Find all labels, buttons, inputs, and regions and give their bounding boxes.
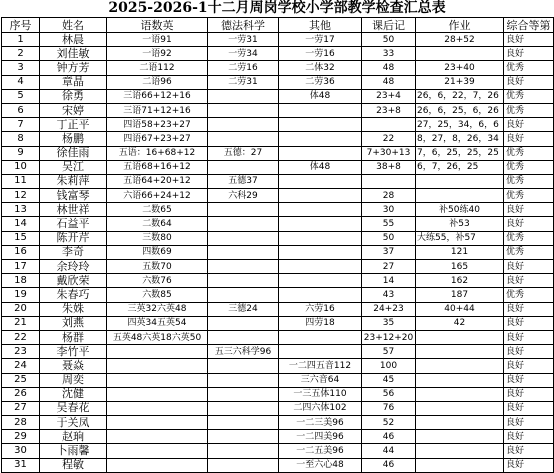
cell-index: 14 [2, 217, 40, 231]
header-homework: 作业 [416, 18, 504, 33]
cell-morality-science: 一劳31 [208, 33, 279, 47]
cell-morality-science [208, 245, 279, 259]
cell-overall-grade: 优秀 [504, 103, 554, 117]
table-row [2, 160, 554, 174]
cell-chinese-math-english: 六数85 [107, 288, 208, 302]
cell-morality-science [208, 458, 279, 472]
cell-homework: 162 [416, 274, 504, 288]
cell-other [279, 245, 362, 259]
cell-name: 赵珦 [40, 430, 107, 444]
table-row [2, 387, 554, 401]
cell-overall-grade: 良好 [504, 118, 554, 132]
cell-name: 朱姝 [40, 302, 107, 316]
table-row [2, 89, 554, 103]
table-row [2, 245, 554, 259]
cell-name: 于关凤 [40, 416, 107, 430]
cell-morality-science [208, 430, 279, 444]
cell-morality-science [208, 160, 279, 174]
cell-morality-science [208, 373, 279, 387]
cell-after-class-notes: 33 [362, 47, 416, 61]
cell-homework [416, 416, 504, 430]
header-overall-grade: 综合等第 [504, 18, 554, 33]
table-row [2, 146, 554, 160]
table-row [2, 189, 554, 203]
page-title: 2025-2026-1十二月周岗学校小学部教学检查汇总表 [108, 0, 446, 16]
cell-homework: 28+52 [416, 33, 504, 47]
cell-after-class-notes: 28 [362, 189, 416, 203]
cell-other: 一二三美96 [279, 416, 362, 430]
cell-after-class-notes: 100 [362, 359, 416, 373]
cell-other [279, 132, 362, 146]
cell-other: 一至六心48 [279, 458, 362, 472]
cell-after-class-notes: 48 [362, 61, 416, 75]
cell-name: 杨群 [40, 330, 107, 344]
cell-name: 周奕 [40, 373, 107, 387]
cell-overall-grade: 优秀 [504, 288, 554, 302]
cell-overall-grade: 良好 [504, 330, 554, 344]
cell-other: 二四六体102 [279, 401, 362, 415]
cell-index: 4 [2, 75, 40, 89]
cell-homework [416, 373, 504, 387]
cell-homework: 26，6，25，6，26 [416, 103, 504, 117]
cell-chinese-math-english [107, 359, 208, 373]
cell-name: 刘燕 [40, 316, 107, 330]
cell-morality-science [208, 444, 279, 458]
cell-other [279, 330, 362, 344]
cell-after-class-notes: 30 [362, 203, 416, 217]
cell-morality-science: 五德：27 [208, 146, 279, 160]
table-row [2, 416, 554, 430]
cell-homework [416, 444, 504, 458]
cell-after-class-notes [362, 174, 416, 188]
cell-other [279, 260, 362, 274]
cell-other: 二体32 [279, 61, 362, 75]
cell-after-class-notes: 50 [362, 33, 416, 47]
cell-morality-science: 二劳16 [208, 61, 279, 75]
cell-chinese-math-english: 二数64 [107, 217, 208, 231]
cell-homework: 6，7，26，25 [416, 160, 504, 174]
table-row [2, 75, 554, 89]
cell-index: 15 [2, 231, 40, 245]
cell-homework: 补53 [416, 217, 504, 231]
cell-index: 31 [2, 458, 40, 472]
cell-overall-grade: 优秀 [504, 61, 554, 75]
cell-chinese-math-english: 五语68+16+12 [107, 160, 208, 174]
cell-index: 28 [2, 416, 40, 430]
cell-morality-science [208, 359, 279, 373]
cell-after-class-notes: 23+8 [362, 103, 416, 117]
cell-name: 陈开芹 [40, 231, 107, 245]
cell-homework [416, 387, 504, 401]
cell-name: 章晶 [40, 75, 107, 89]
cell-index: 11 [2, 174, 40, 188]
cell-chinese-math-english [107, 458, 208, 472]
cell-name: 吴春花 [40, 401, 107, 415]
table-row [2, 430, 554, 444]
table-row [2, 401, 554, 415]
header-row [2, 18, 554, 33]
cell-overall-grade: 优秀 [504, 189, 554, 203]
cell-after-class-notes: 23+12+20 [362, 330, 416, 344]
cell-after-class-notes: 14 [362, 274, 416, 288]
cell-other [279, 203, 362, 217]
cell-index: 18 [2, 274, 40, 288]
cell-chinese-math-english [107, 444, 208, 458]
cell-overall-grade: 良好 [504, 444, 554, 458]
cell-after-class-notes: 45 [362, 373, 416, 387]
cell-chinese-math-english [107, 373, 208, 387]
cell-morality-science [208, 203, 279, 217]
cell-morality-science [208, 416, 279, 430]
cell-chinese-math-english [107, 387, 208, 401]
table-row [2, 359, 554, 373]
cell-chinese-math-english [107, 416, 208, 430]
cell-homework [416, 189, 504, 203]
cell-name: 李奇 [40, 245, 107, 259]
cell-index: 19 [2, 288, 40, 302]
cell-after-class-notes: 56 [362, 387, 416, 401]
cell-morality-science [208, 260, 279, 274]
cell-index: 17 [2, 260, 40, 274]
table-row [2, 132, 554, 146]
cell-overall-grade: 良好 [504, 359, 554, 373]
cell-index: 26 [2, 387, 40, 401]
cell-homework: 23+40 [416, 61, 504, 75]
cell-after-class-notes: 23+4 [362, 89, 416, 103]
cell-name: 李竹平 [40, 345, 107, 359]
cell-after-class-notes: 37 [362, 245, 416, 259]
cell-after-class-notes: 38+8 [362, 160, 416, 174]
cell-after-class-notes: 35 [362, 316, 416, 330]
cell-after-class-notes: 55 [362, 217, 416, 231]
cell-overall-grade: 良好 [504, 33, 554, 47]
cell-other: 一劳16 [279, 47, 362, 61]
table-row [2, 61, 554, 75]
cell-index: 20 [2, 302, 40, 316]
cell-after-class-notes: 46 [362, 430, 416, 444]
cell-homework: 165 [416, 260, 504, 274]
cell-index: 29 [2, 430, 40, 444]
cell-name: 石益平 [40, 217, 107, 231]
cell-index: 23 [2, 345, 40, 359]
cell-other: 一劳17 [279, 33, 362, 47]
cell-name: 程敏 [40, 458, 107, 472]
table-row [2, 118, 554, 132]
cell-chinese-math-english: 一语92 [107, 47, 208, 61]
cell-index: 9 [2, 146, 40, 160]
cell-chinese-math-english: 四语58+23+27 [107, 118, 208, 132]
cell-other: 六劳16 [279, 302, 362, 316]
cell-morality-science [208, 330, 279, 344]
cell-name: 卜雨馨 [40, 444, 107, 458]
table-row [2, 174, 554, 188]
cell-morality-science [208, 231, 279, 245]
cell-after-class-notes: 43 [362, 288, 416, 302]
cell-chinese-math-english: 四语67+23+27 [107, 132, 208, 146]
cell-index: 12 [2, 189, 40, 203]
cell-other [279, 103, 362, 117]
cell-name: 刘佳敏 [40, 47, 107, 61]
cell-homework [416, 430, 504, 444]
cell-morality-science: 六科29 [208, 189, 279, 203]
cell-other [279, 189, 362, 203]
cell-overall-grade: 良好 [504, 430, 554, 444]
cell-chinese-math-english: 五语64+20+12 [107, 174, 208, 188]
cell-chinese-math-english: 三语66+12+16 [107, 89, 208, 103]
cell-overall-grade: 良好 [504, 203, 554, 217]
cell-other [279, 146, 362, 160]
table-row [2, 444, 554, 458]
cell-morality-science [208, 316, 279, 330]
cell-chinese-math-english: 三英32六英48 [107, 302, 208, 316]
cell-homework: 40+44 [416, 302, 504, 316]
cell-homework: 42 [416, 316, 504, 330]
cell-chinese-math-english: 一语91 [107, 33, 208, 47]
cell-other [279, 174, 362, 188]
cell-overall-grade: 良好 [504, 387, 554, 401]
cell-morality-science: 三德24 [208, 302, 279, 316]
cell-after-class-notes: 50 [362, 231, 416, 245]
table-row [2, 33, 554, 47]
cell-morality-science: 一劳34 [208, 47, 279, 61]
cell-name: 钱富琴 [40, 189, 107, 203]
cell-name: 丁正平 [40, 118, 107, 132]
cell-other [279, 274, 362, 288]
table-row [2, 260, 554, 274]
cell-chinese-math-english: 六数76 [107, 274, 208, 288]
header-index: 序号 [2, 18, 40, 33]
cell-morality-science [208, 387, 279, 401]
table-row [2, 316, 554, 330]
table-row [2, 103, 554, 117]
table-row [2, 288, 554, 302]
cell-morality-science [208, 132, 279, 146]
cell-homework: 8，27，8，26，34 [416, 132, 504, 146]
cell-name: 林世祥 [40, 203, 107, 217]
cell-name: 朱莉萍 [40, 174, 107, 188]
cell-other [279, 217, 362, 231]
header-after-class-notes: 课后记 [362, 18, 416, 33]
cell-chinese-math-english: 三语71+12+16 [107, 103, 208, 117]
cell-morality-science [208, 288, 279, 302]
header-chinese-math-english: 语数英 [107, 18, 208, 33]
cell-chinese-math-english: 二数65 [107, 203, 208, 217]
cell-name: 聂焱 [40, 359, 107, 373]
cell-index: 7 [2, 118, 40, 132]
cell-index: 8 [2, 132, 40, 146]
cell-index: 10 [2, 160, 40, 174]
table-row [2, 47, 554, 61]
cell-chinese-math-english: 三数80 [107, 231, 208, 245]
cell-name: 徐勇 [40, 89, 107, 103]
cell-morality-science [208, 274, 279, 288]
cell-overall-grade: 良好 [504, 47, 554, 61]
cell-name: 余玲玲 [40, 260, 107, 274]
cell-overall-grade: 良好 [504, 260, 554, 274]
cell-index: 24 [2, 359, 40, 373]
table-row [2, 203, 554, 217]
cell-after-class-notes: 7+30+13 [362, 146, 416, 160]
cell-chinese-math-english: 二语112 [107, 61, 208, 75]
table-row [2, 345, 554, 359]
cell-after-class-notes: 48 [362, 75, 416, 89]
cell-morality-science: 二劳31 [208, 75, 279, 89]
header-other: 其他 [279, 18, 362, 33]
cell-index: 1 [2, 33, 40, 47]
cell-other: 一二四五音112 [279, 359, 362, 373]
cell-index: 21 [2, 316, 40, 330]
cell-overall-grade: 良好 [504, 302, 554, 316]
cell-morality-science [208, 103, 279, 117]
cell-homework [416, 174, 504, 188]
cell-index: 2 [2, 47, 40, 61]
cell-name: 徐佳雨 [40, 146, 107, 160]
cell-after-class-notes: 44 [362, 444, 416, 458]
cell-other: 体48 [279, 160, 362, 174]
cell-after-class-notes: 57 [362, 345, 416, 359]
cell-homework [416, 359, 504, 373]
cell-other: 一三五体110 [279, 387, 362, 401]
cell-index: 25 [2, 373, 40, 387]
cell-after-class-notes: 52 [362, 416, 416, 430]
cell-index: 30 [2, 444, 40, 458]
summary-table [1, 17, 554, 473]
cell-chinese-math-english: 四英34五英54 [107, 316, 208, 330]
cell-morality-science [208, 118, 279, 132]
cell-name: 吴江 [40, 160, 107, 174]
cell-index: 6 [2, 103, 40, 117]
cell-overall-grade: 良好 [504, 217, 554, 231]
cell-other: 一二五美96 [279, 444, 362, 458]
cell-morality-science: 五德37 [208, 174, 279, 188]
cell-other: 四劳18 [279, 316, 362, 330]
cell-overall-grade: 良好 [504, 458, 554, 472]
cell-overall-grade: 优秀 [504, 160, 554, 174]
cell-other: 三六音64 [279, 373, 362, 387]
cell-overall-grade: 良好 [504, 274, 554, 288]
cell-index: 5 [2, 89, 40, 103]
cell-overall-grade: 良好 [504, 373, 554, 387]
cell-index: 22 [2, 330, 40, 344]
cell-homework: 7，6，25，25，25 [416, 146, 504, 160]
cell-morality-science [208, 217, 279, 231]
cell-overall-grade: 优秀 [504, 174, 554, 188]
cell-name: 戴欣荣 [40, 274, 107, 288]
header-morality-science: 德法科学 [208, 18, 279, 33]
cell-other: 体48 [279, 89, 362, 103]
cell-morality-science: 五三六科学96 [208, 345, 279, 359]
cell-name: 杨鹏 [40, 132, 107, 146]
cell-homework [416, 345, 504, 359]
cell-overall-grade: 优秀 [504, 146, 554, 160]
cell-overall-grade: 优秀 [504, 89, 554, 103]
cell-other: 二劳36 [279, 75, 362, 89]
cell-homework: 补50练40 [416, 203, 504, 217]
cell-name: 朱春巧 [40, 288, 107, 302]
cell-other [279, 231, 362, 245]
table-row [2, 373, 554, 387]
table-row [2, 274, 554, 288]
header-name: 姓名 [40, 18, 107, 33]
cell-overall-grade: 良好 [504, 75, 554, 89]
cell-chinese-math-english [107, 401, 208, 415]
cell-homework: 121 [416, 245, 504, 259]
cell-homework [416, 330, 504, 344]
cell-chinese-math-english: 五语：16+68+12 [107, 146, 208, 160]
cell-overall-grade: 优秀 [504, 245, 554, 259]
cell-chinese-math-english: 六语66+24+12 [107, 189, 208, 203]
cell-other: 一二四美96 [279, 430, 362, 444]
cell-homework: 21+39 [416, 75, 504, 89]
cell-other [279, 288, 362, 302]
cell-chinese-math-english: 四数69 [107, 245, 208, 259]
cell-homework [416, 401, 504, 415]
cell-after-class-notes: 76 [362, 401, 416, 415]
cell-chinese-math-english: 五数70 [107, 260, 208, 274]
cell-homework: 26，6，22，7，26 [416, 89, 504, 103]
cell-other [279, 118, 362, 132]
cell-chinese-math-english: 五英48六英18六英50 [107, 330, 208, 344]
cell-overall-grade: 良好 [504, 316, 554, 330]
table-row [2, 458, 554, 472]
table-row [2, 217, 554, 231]
cell-after-class-notes: 24+23 [362, 302, 416, 316]
cell-morality-science [208, 89, 279, 103]
cell-after-class-notes [362, 118, 416, 132]
cell-after-class-notes: 27 [362, 260, 416, 274]
cell-other [279, 345, 362, 359]
cell-after-class-notes: 46 [362, 458, 416, 472]
cell-homework [416, 47, 504, 61]
cell-homework: 27，25，34，6，6 [416, 118, 504, 132]
cell-homework: 187 [416, 288, 504, 302]
cell-name: 林晨 [40, 33, 107, 47]
cell-homework [416, 458, 504, 472]
cell-chinese-math-english: 二语96 [107, 75, 208, 89]
table-row [2, 302, 554, 316]
cell-overall-grade: 良好 [504, 345, 554, 359]
cell-overall-grade: 良好 [504, 132, 554, 146]
cell-overall-grade: 良好 [504, 416, 554, 430]
cell-index: 16 [2, 245, 40, 259]
cell-morality-science [208, 401, 279, 415]
cell-overall-grade: 良好 [504, 401, 554, 415]
cell-chinese-math-english [107, 430, 208, 444]
table-row [2, 231, 554, 245]
cell-name: 沈健 [40, 387, 107, 401]
cell-index: 3 [2, 61, 40, 75]
cell-name: 宋婷 [40, 103, 107, 117]
cell-index: 27 [2, 401, 40, 415]
cell-chinese-math-english [107, 345, 208, 359]
cell-name: 钟方芳 [40, 61, 107, 75]
cell-after-class-notes: 22 [362, 132, 416, 146]
cell-index: 13 [2, 203, 40, 217]
cell-overall-grade: 优秀 [504, 231, 554, 245]
cell-homework: 大练55，补57 [416, 231, 504, 245]
table-row [2, 330, 554, 344]
